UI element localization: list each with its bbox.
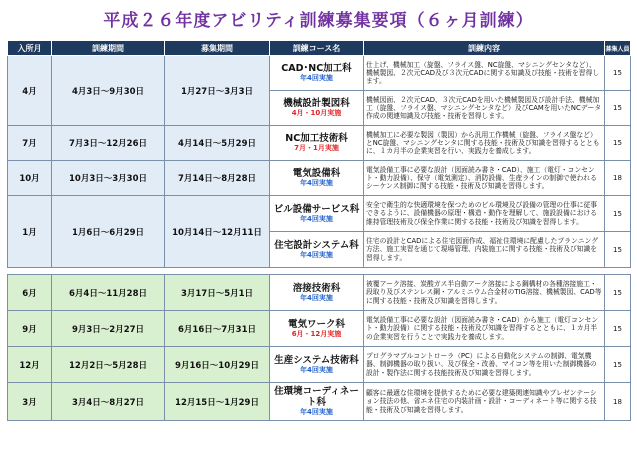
course-cell: [270, 56, 364, 91]
course-content: 仕上げ、機械加工（旋盤、フライス盤、NC旋盤、マシニングセンタなど）、機械製図、２次元CAD及び３次元CADに関する知識及び技能・技術を習得します。: [364, 56, 605, 91]
recruit-cell: 7月14日～8月28日: [165, 161, 270, 196]
recruit-cell: 6月16日～7月31日: [165, 311, 270, 347]
course-content: 被覆アーク溶接、炭酸ガス半自動アーク溶接による鋼構材の各種溶接施工・段取り及びステンレス鋼・アルミニウム合金材のTIG溶接、機械製図、CAD等に関する技能・技術及び知識を習得します。: [364, 275, 605, 311]
period-cell: 10月3日～3月30日: [52, 161, 165, 196]
month-cell: 7月: [8, 126, 52, 161]
table-row: [8, 347, 631, 383]
course-cell: [270, 232, 364, 268]
capacity-cell: 15: [605, 275, 631, 311]
group-gap: [8, 268, 631, 275]
recruit-cell: 12月15日～1月29日: [165, 383, 270, 421]
month-cell: 4月: [8, 56, 52, 126]
course-name: NC加工技術科: [285, 133, 348, 144]
course-content: 顧客に最適な住環境を提供するために必要な建築関連知識やプレゼンテーション技法の他、省エネ住宅の内装計画・設計・コーディネート等に関する技能・技術及び知識を習得します。: [364, 383, 605, 421]
course-name: ビル設備サービス科: [273, 203, 360, 215]
header-period: 訓練期間: [52, 41, 165, 56]
capacity-cell: 15: [605, 311, 631, 347]
period-cell: 9月3日～2月27日: [52, 311, 165, 347]
course-note: 4月・10月実施: [291, 109, 342, 117]
capacity-cell: 15: [605, 232, 631, 268]
course-cell: [270, 275, 364, 311]
month-cell: 10月: [8, 161, 52, 196]
course-content: 安全で衛生的な快適環境を保つためのビル環境及び設備の管理の仕事に従事できるように、設備機器の原理・構造・動作を理解して、施設設備における維持管理技術及び保全作業に関する技能・技術及び知識を習得します。: [364, 196, 605, 232]
course-name: 機械設計製図科: [283, 98, 350, 109]
course-note: 年4回実施: [300, 250, 333, 259]
table-row: [8, 275, 631, 311]
course-name: 電気設備科: [292, 168, 341, 179]
header-recruit: 募集期間: [165, 41, 270, 56]
course-note: 年4回実施: [300, 179, 333, 187]
capacity-cell: 15: [605, 347, 631, 383]
course-content: 電気設備工事に必要な設計（図面読み書き・CAD）から施工（電灯コンセント・動力設備）に関する技能・技術及び知識を習得するとともに、１カ月半の企業実習を行うことで実践力を養成します。: [364, 311, 605, 347]
course-content: プログラマブルコントローラ（PC）による自動化システムの制御、電気機器、制御機器の取り扱い、及び保全・改善、マイコン等を用いた制御機器の設計・製作法に関する技能技術及び知識を習得します。: [364, 347, 605, 383]
header-content: 訓練内容: [364, 41, 605, 56]
course-cell: [270, 347, 364, 383]
course-name: 溶接技術科: [292, 282, 341, 294]
capacity-cell: 15: [605, 56, 631, 91]
header-course: 訓練コース名: [270, 41, 364, 56]
recruit-cell: 10月14日～12月11日: [165, 196, 270, 268]
period-cell: 12月2日～5月28日: [52, 347, 165, 383]
table-row: [8, 56, 631, 91]
recruit-cell: 1月27日～3月3日: [165, 56, 270, 126]
course-name: 住環境コーディネート科: [274, 386, 359, 408]
course-content: 住宅の設計とCADによる住宅図面作成、福祉住環境に配慮したプランニング方法、施工実習を通じて現場管理、内装施工に関する技能・技術及び知識を習得します。: [364, 232, 605, 268]
month-cell: 1月: [8, 196, 52, 268]
header-row: [8, 41, 631, 56]
month-cell: 12月: [8, 347, 52, 383]
month-cell: 3月: [8, 383, 52, 421]
recruit-cell: 9月16日～10月29日: [165, 347, 270, 383]
period-cell: 6月4日～11月28日: [52, 275, 165, 311]
course-content: 電気設備工事に必要な設計（図面読み書き・CAD）、施工（電灯・コンセント・動力設備）、保守（電気測定）、消防設備、生産ラインの制御で使われるシーケンス制御に関する技能・技術及び知識を習得します。: [364, 161, 605, 196]
recruit-cell: 4月14日～5月29日: [165, 126, 270, 161]
gap-cell: [8, 268, 631, 275]
page-title: 平成２６年度アビリティ訓練募集要項（６ヶ月訓練）: [103, 11, 534, 31]
capacity-cell: 18: [605, 161, 631, 196]
capacity-cell: 15: [605, 91, 631, 126]
course-note: 年4回実施: [300, 74, 333, 82]
period-cell: 3月4日～8月27日: [52, 383, 165, 421]
course-name: 住宅設計システム科: [274, 239, 359, 251]
table-row: [8, 383, 631, 421]
table-row: [8, 161, 631, 196]
recruit-cell: 3月17日～5月1日: [165, 275, 270, 311]
course-note: 年4回実施: [300, 293, 333, 302]
table-row: [8, 126, 631, 161]
course-cell: [270, 126, 364, 161]
period-cell: 4月3日～9月30日: [52, 56, 165, 126]
capacity-cell: 15: [605, 196, 631, 232]
capacity-cell: 18: [605, 383, 631, 421]
course-note: 年4回実施: [300, 365, 333, 374]
course-content: 機械図面、２次元CAD、３次元CADを用いた機械製図及び設計手法、機械加工（旋盤、フライス盤、マシニングセンタなど）及びCAMを用いたNCデータ作成の関連知識及び技能・技術を習得します。: [364, 91, 605, 126]
header-capacity: 募集人員: [605, 41, 631, 56]
course-note: 6月・12月実施: [291, 329, 342, 338]
course-note: 年4回実施: [300, 408, 333, 416]
month-cell: 6月: [8, 275, 52, 311]
course-cell: [270, 383, 364, 421]
header-month: 入所月: [8, 41, 52, 56]
table-row: [8, 311, 631, 347]
month-cell: 9月: [8, 311, 52, 347]
course-name: 生産システム技術科: [274, 354, 359, 366]
period-cell: 7月3日～12月26日: [52, 126, 165, 161]
course-note: 7月・1月実施: [294, 144, 339, 152]
course-name: CAD･NC加工科: [281, 63, 352, 74]
table-row: [8, 196, 631, 232]
course-cell: [270, 91, 364, 126]
course-cell: [270, 196, 364, 232]
capacity-cell: 15: [605, 126, 631, 161]
course-name: 電気ワーク科: [287, 318, 345, 330]
course-note: 年4回実施: [300, 214, 333, 223]
course-content: 機械加工に必要な製図（製図）から汎用工作機械（旋盤、フライス盤など）とNC旋盤、マシニングセンタに関する技能・技術及び知識を習得するとともに、１カ月半の企業実習を行い、実践力を養成します。: [364, 126, 605, 161]
course-cell: [270, 311, 364, 347]
period-cell: 1月6日～6月29日: [52, 196, 165, 268]
course-cell: [270, 161, 364, 196]
recruitment-table: [7, 40, 631, 421]
